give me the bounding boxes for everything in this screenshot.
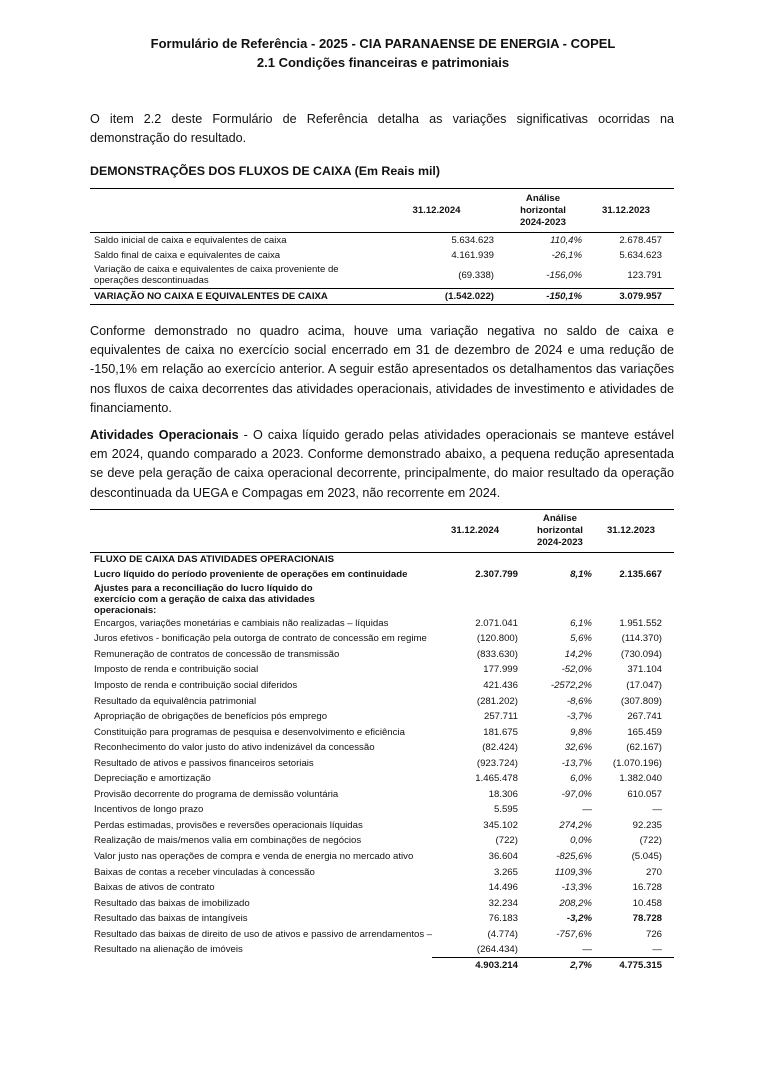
row-value-2024: 14.496 <box>488 882 518 894</box>
row-value-2023: 1.951.552 <box>619 617 662 629</box>
row-value-2024: (4.774) <box>487 928 518 940</box>
row-value-2023: (5.045) <box>631 850 662 862</box>
cash-variation-table <box>90 188 674 305</box>
row-value-ah: -26,1% <box>551 249 582 261</box>
row-value-2024: 18.306 <box>488 788 518 800</box>
row-value-2023: 78.728 <box>632 913 662 925</box>
row-value-ah: 8,1% <box>570 569 592 580</box>
table-row <box>90 926 674 942</box>
table-row <box>90 864 674 880</box>
table-row <box>90 880 674 896</box>
row-value-ah: 0,0% <box>570 835 592 847</box>
table-row <box>90 818 674 834</box>
empty-cell <box>528 583 600 616</box>
intro-paragraph: O item 2.2 deste Formulário de Referência detalha as variações significativas ocorridas na demonstração do resultado. <box>90 112 674 146</box>
header-horizontal-analysis <box>504 189 590 233</box>
row-value-2023: 371.104 <box>627 664 662 676</box>
row-value-ah: 6,1% <box>570 617 592 629</box>
row-value-2023: 2.135.667 <box>619 569 662 580</box>
table-row <box>90 248 674 263</box>
row-label: Saldo inicial de caixa e equivalentes de caixa <box>94 234 287 246</box>
header-2024: 31.12.2024 <box>451 525 500 536</box>
total-label: VARIAÇÃO NO CAIXA E EQUIVALENTES DE CAIXA <box>94 291 328 302</box>
header-2023: 31.12.2023 <box>606 525 655 536</box>
row-value-2024: (82.424) <box>482 742 518 754</box>
header-ah-line1: Análise <box>525 192 561 204</box>
row-label: Provisão decorrente do programa de demissão voluntária <box>94 788 339 800</box>
row-label: Perdas estimadas, provisões e reversões operacionais líquidas <box>94 819 363 831</box>
row-label: Remuneração de contratos de concessão de transmissão <box>94 648 340 660</box>
table-row <box>90 709 674 725</box>
row-value-2023: (307.809) <box>620 695 662 707</box>
operating-activities-lead: Atividades Operacionais <box>90 428 239 442</box>
row-value-2023: 123.791 <box>627 269 662 281</box>
row-value-2024: 2.307.799 <box>475 569 518 580</box>
row-value-ah: -52,0% <box>561 664 592 676</box>
row-label: Imposto de renda e contribuição social <box>94 664 259 676</box>
row-label: Encargos, variações monetárias e cambiais não realizadas – líquidas <box>94 617 389 629</box>
row-value-2023: 270 <box>645 866 662 878</box>
header-2023: 31.12.2023 <box>601 204 650 216</box>
row-value-2023: (1.070.196) <box>612 757 662 769</box>
row-value-ah: 110,4% <box>550 234 582 246</box>
row-value-ah: -825,6% <box>556 850 592 862</box>
section-title: FLUXO DE CAIXA DAS ATIVIDADES OPERACIONAIS <box>94 554 335 566</box>
row-label: Variação de caixa e equivalentes de caixa proveniente de operações descontinuadas <box>94 264 339 287</box>
table-total-row <box>90 958 674 973</box>
row-value-2024: (833.630) <box>476 648 518 660</box>
row-value-2024: 5.595 <box>493 804 518 816</box>
row-value-2023: 165.459 <box>627 726 662 738</box>
row-label: Resultado de ativos e passivos financeiros setoriais <box>94 757 314 769</box>
row-label: Incentivos de longo prazo <box>94 804 204 816</box>
row-value-2023: 10.458 <box>632 897 662 909</box>
row-value-2023: 1.382.040 <box>619 773 662 785</box>
row-value-2023: 2.678.457 <box>619 234 662 246</box>
section-subtitle: 2.1 Condições financeiras e patrimoniais <box>256 55 510 70</box>
row-value-2024: 36.604 <box>488 850 518 862</box>
empty-cell <box>600 583 674 616</box>
row-value-2023: — <box>652 804 662 816</box>
table-total-row <box>90 289 674 305</box>
table-row <box>90 724 674 740</box>
header-2024: 31.12.2024 <box>412 204 461 216</box>
table-row <box>90 647 674 663</box>
total-value-2024: 4.903.214 <box>432 958 528 973</box>
row-value-ah: -97,0% <box>561 788 592 800</box>
row-value-ah: -3,2% <box>566 913 592 925</box>
row-value-2024: 32.234 <box>488 897 518 909</box>
row-value-2024: 3.265 <box>493 866 518 878</box>
row-value-ah: 208,2% <box>559 897 592 909</box>
document-title: Formulário de Referência - 2025 - CIA PARANAENSE DE ENERGIA - COPEL <box>150 36 616 51</box>
row-label: Resultado na alienação de imóveis <box>94 944 243 956</box>
empty-cell <box>432 583 528 616</box>
cash-flow-title: DEMONSTRAÇÕES DOS FLUXOS DE CAIXA (Em Reais mil) <box>90 164 440 178</box>
header-label-cell <box>90 189 379 233</box>
row-label: Resultado da equivalência patrimonial <box>94 695 257 707</box>
row-value-ah: 1109,3% <box>554 866 592 878</box>
row-label: Depreciação e amortização <box>94 773 211 785</box>
row-label: Constituição para programas de pesquisa e desenvolvimento e eficiência <box>94 726 405 738</box>
operating-activities-paragraph <box>90 426 674 503</box>
row-label: Valor justo nas operações de compra e venda de energia no mercado ativo <box>94 850 414 862</box>
row-label: Lucro líquido do período proveniente de operações em continuidade <box>94 569 408 580</box>
adjustments-title-row <box>90 583 674 616</box>
row-value-ah: 5,6% <box>570 633 592 645</box>
total-value-ah: -150,1% <box>546 291 582 302</box>
row-value-ah: -13,3% <box>561 882 592 894</box>
row-value-2024: 5.634.623 <box>451 234 494 246</box>
row-value-2024: 2.071.041 <box>475 617 518 629</box>
row-label: Realização de mais/menos valia em combinações de negócios <box>94 835 362 847</box>
row-value-2024: (923.724) <box>476 757 518 769</box>
table-row <box>90 678 674 694</box>
row-value-2024: 76.183 <box>488 913 518 925</box>
row-value-ah: -757,6% <box>556 928 592 940</box>
row-value-ah: -2572,2% <box>550 679 592 691</box>
row-value-2023: — <box>652 944 662 955</box>
table-row <box>90 771 674 787</box>
row-value-ah: 6,0% <box>570 773 592 785</box>
row-value-2023: (17.047) <box>626 679 662 691</box>
row-label: Resultado das baixas de direito de uso de ativos e passivo de arrendamentos – <box>94 928 433 940</box>
row-value-2024: (264.434) <box>476 944 518 955</box>
row-value-2024: 421.436 <box>483 679 518 691</box>
row-value-2023: (62.167) <box>626 742 662 754</box>
row-label: Baixas de contas a receber vinculadas à concessão <box>94 866 315 878</box>
row-value-2023: 726 <box>645 928 662 940</box>
total-value-ah: 2,7% <box>528 958 600 973</box>
row-value-ah: 32,6% <box>564 742 592 754</box>
row-value-2023: 16.728 <box>632 882 662 894</box>
header-horizontal-analysis <box>528 510 600 553</box>
row-label: Reconhecimento do valor justo do ativo indenizável da concessão <box>94 742 375 754</box>
row-value-2024: 345.102 <box>483 819 518 831</box>
section-title-row <box>90 553 674 567</box>
total-value-2023: 4.775.315 <box>600 958 674 973</box>
row-value-2023: (730.094) <box>620 648 662 660</box>
table-header-row <box>90 510 674 553</box>
table-header-row <box>90 189 674 233</box>
row-value-2024: (281.202) <box>476 695 518 707</box>
row-value-ah: -8,6% <box>566 695 592 707</box>
row-value-2023: 92.235 <box>632 819 662 831</box>
total-label <box>90 958 432 973</box>
row-label: Resultado das baixas de intangíveis <box>94 913 248 925</box>
operating-cash-flow-table <box>90 509 674 973</box>
row-value-2024: 177.999 <box>483 664 518 676</box>
row-label: Apropriação de obrigações de benefícios pós emprego <box>94 711 328 723</box>
row-value-2024: 257.711 <box>483 711 518 723</box>
total-value-2023: 3.079.957 <box>619 291 662 302</box>
row-value-2024: 1.465.478 <box>475 773 518 785</box>
table-row <box>90 802 674 818</box>
row-value-2023: (114.370) <box>621 633 662 645</box>
table-row <box>90 662 674 678</box>
row-value-2024: (69.338) <box>458 269 494 281</box>
table-row <box>90 833 674 849</box>
header-ah-line3: 2024-2023 <box>520 216 566 228</box>
total-value-2024: (1.542.022) <box>444 291 494 302</box>
adjustments-title: Ajustes para a reconciliação do lucro líquido do exercício com a geração de caixa das atividades operacionais: <box>94 582 315 616</box>
table-row <box>90 787 674 803</box>
header-ah-line2: horizontal <box>520 204 566 216</box>
row-value-2024: (120.800) <box>476 633 518 645</box>
row-value-2023: 5.634.623 <box>619 249 662 261</box>
row-label: Imposto de renda e contribuição social diferidos <box>94 679 298 691</box>
row-value-ah: — <box>582 804 592 816</box>
table-row <box>90 895 674 911</box>
row-value-ah: -3,7% <box>566 711 592 723</box>
net-income-row <box>90 567 674 583</box>
row-label: Baixas de ativos de contrato <box>94 882 215 894</box>
row-value-2023: (722) <box>639 835 662 847</box>
row-value-ah: 14,2% <box>564 648 592 660</box>
header-ah-line3: 2024-2023 <box>537 537 583 548</box>
row-value-ah: 9,8% <box>570 726 592 738</box>
row-value-2023: 610.057 <box>627 788 662 800</box>
table-row <box>90 911 674 927</box>
table-row <box>90 693 674 709</box>
variation-paragraph: Conforme demonstrado no quadro acima, houve uma variação negativa no saldo de caixa e equivalentes de caixa no exercício social encerrado em 31 de dezembro de 2024 e uma redução de -150,1% em relação ao exercício anterior. A seguir estão apresentados os detalhamentos das variações nos fluxos de caixa decorrentes das atividades operacionais, atividades de investimento e atividades de financiamento. <box>90 324 674 415</box>
table-row <box>90 849 674 865</box>
row-value-ah: -156,0% <box>546 269 582 281</box>
row-value-ah: — <box>582 944 592 955</box>
header-ah-line1: Análise <box>542 513 578 524</box>
row-value-2024: 181.675 <box>483 726 518 738</box>
row-label: Juros efetivos - bonificação pela outorga de contrato de concessão em regime <box>94 633 427 645</box>
operating-activities-text: - O caixa líquido gerado pelas atividades operacionais se manteve estável em 2024, quando comparado a 2023. Conforme demonstrado abaixo, a pequena redução apresentada se deve pela geração de caixa operacional decorrente, principalmente, do maior resultado da operação descontinuada da UEGA e Compagas em 2023, não recorrente em 2024. <box>90 428 675 500</box>
row-value-ah: 274,2% <box>559 819 592 831</box>
row-value-2023: 267.741 <box>627 711 662 723</box>
table-row <box>90 263 674 289</box>
row-value-ah: -13,7% <box>561 757 592 769</box>
row-value-2024: (722) <box>495 835 518 847</box>
table-row <box>90 755 674 771</box>
row-value-2024: 4.161.939 <box>451 249 494 261</box>
header-label-cell <box>90 510 432 553</box>
row-label: Saldo final de caixa e equivalentes de caixa <box>94 249 281 261</box>
table-row <box>90 740 674 756</box>
table-row <box>90 233 674 248</box>
table-row <box>90 616 674 632</box>
table-row <box>90 631 674 647</box>
header-ah-line2: horizontal <box>537 525 583 536</box>
row-label: Resultado das baixas de imobilizado <box>94 897 250 909</box>
table-row <box>90 942 674 958</box>
